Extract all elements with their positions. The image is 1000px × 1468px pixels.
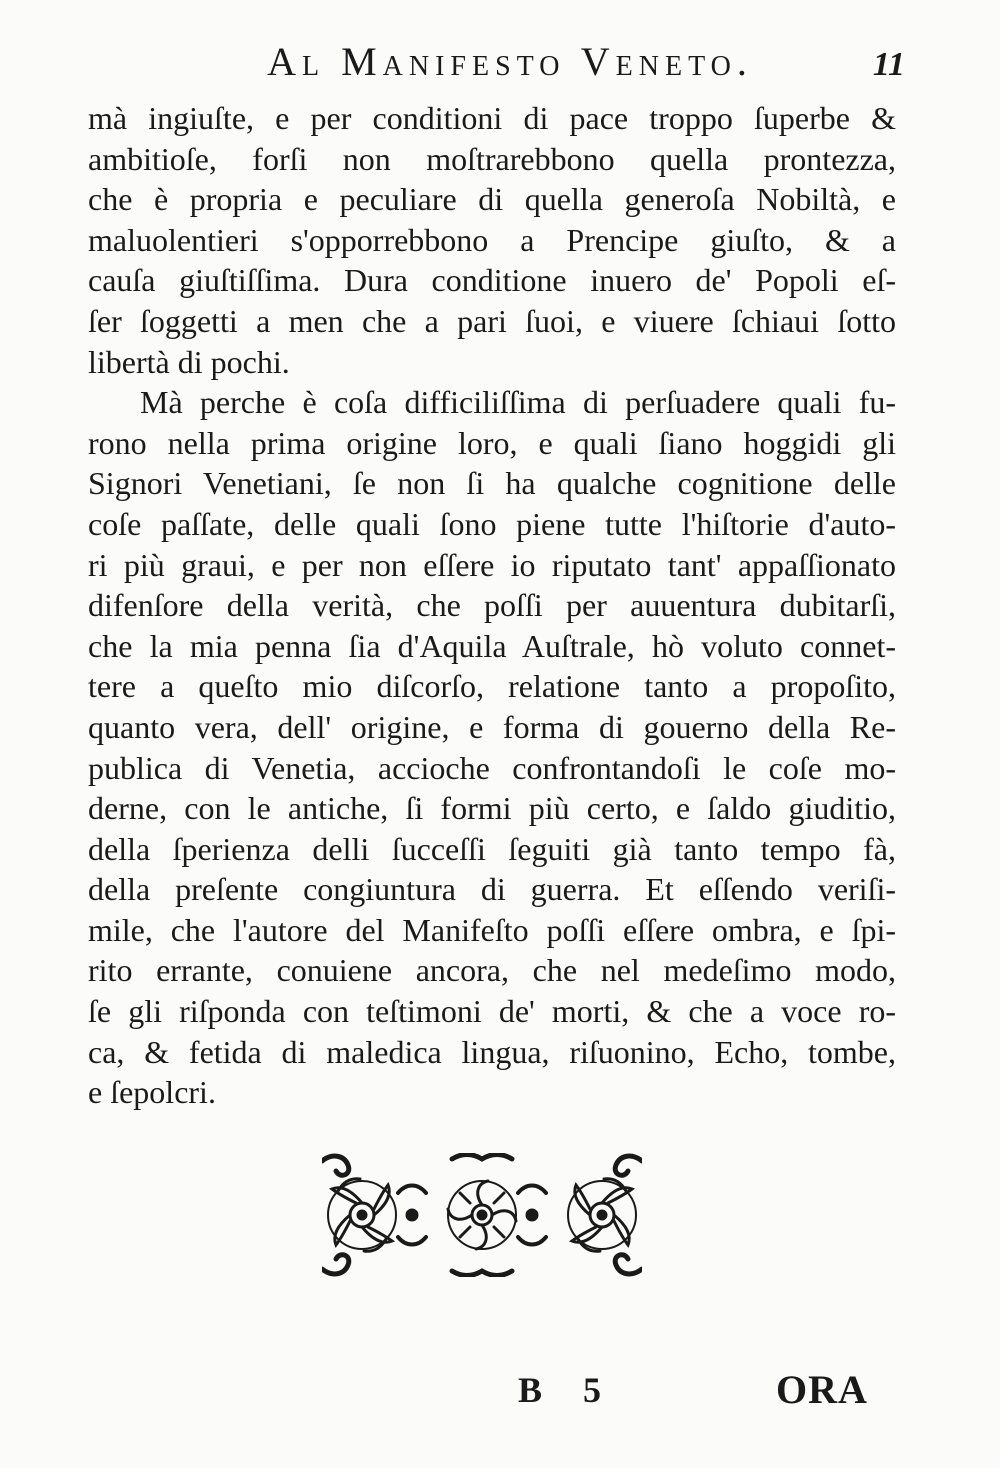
text-line: tere a queſto mio diſcorſo, relatione tanto a propoſito, <box>88 668 896 705</box>
text-line: rito errante, conuiene ancora, che nel medeſimo modo, <box>88 952 896 989</box>
text-line: che è propria e peculiare di quella generoſa Nobiltà, e <box>88 181 896 218</box>
signature-mark: B 5 <box>518 1370 618 1410</box>
text-line: mile, che l'autore del Manifeſto poſſi eſſere ombra, e ſpi- <box>88 911 896 948</box>
text-line: quanto vera, dell' origine, e forma di gouerno della Re- <box>88 708 896 745</box>
text-line: della preſente congiuntura di guerra. Et eſſendo veriſi- <box>88 871 896 908</box>
text-line: libertà di pochi. <box>88 343 290 380</box>
text-line: della ſperienza delli ſucceſſi ſeguiti già tanto tempo fà, <box>88 830 896 867</box>
text-line: publica di Venetia, accioche confrontandoſi le coſe mo- <box>88 749 896 786</box>
text-line: Mà perche è coſa difficiliſſima di perſuadere quali fu- <box>140 384 896 421</box>
text-line: cauſa giuſtiſſima. Dura conditione inuero de' Popoli eſ- <box>88 262 896 299</box>
text-line: maluolentieri s'opporrebbono a Prencipe giuſto, & a <box>88 221 896 258</box>
running-head: Al Manifesto Veneto. <box>267 39 753 84</box>
text-line: ri più graui, e per non eſſere io riputato tant' appaſſionato <box>88 546 896 583</box>
fleuron-ornament-icon <box>322 1153 642 1277</box>
text-line: ambitioſe, forſi non moſtrarebbono quella prontezza, <box>88 140 896 177</box>
body-text <box>88 98 896 1113</box>
text-line: ſe gli riſponda con teſtimoni de' morti, & che a voce ro- <box>88 993 896 1030</box>
text-line: rono nella prima origine loro, e quali ſiano hoggidi gli <box>88 424 896 461</box>
text-line: difenſore della verità, che poſſi per auuentura dubitarſi, <box>88 587 896 624</box>
text-line: Signori Venetiani, ſe non ſi ha qualche cognitione delle <box>88 465 896 502</box>
text-line: mà ingiuſte, e per conditioni di pace troppo ſuperbe & <box>88 100 896 136</box>
catchword: ORA <box>776 1367 868 1412</box>
text-line: ſer ſoggetti a men che a pari ſuoi, e viuere ſchiaui ſotto <box>88 302 896 339</box>
text-line: derne, con le antiche, ſi formi più certo, e ſaldo giuditio, <box>88 790 896 827</box>
text-line: e ſepolcri. <box>88 1074 216 1111</box>
text-line: ca, & fetida di maledica lingua, riſuonino, Echo, tombe, <box>88 1033 896 1070</box>
text-line: che la mia penna ſia d'Aquila Auſtrale, hò voluto connet- <box>88 627 896 664</box>
text-line: coſe paſſate, delle quali ſono piene tutte l'hiſtorie d'auto- <box>88 505 896 542</box>
page-number: 11 <box>872 46 905 83</box>
